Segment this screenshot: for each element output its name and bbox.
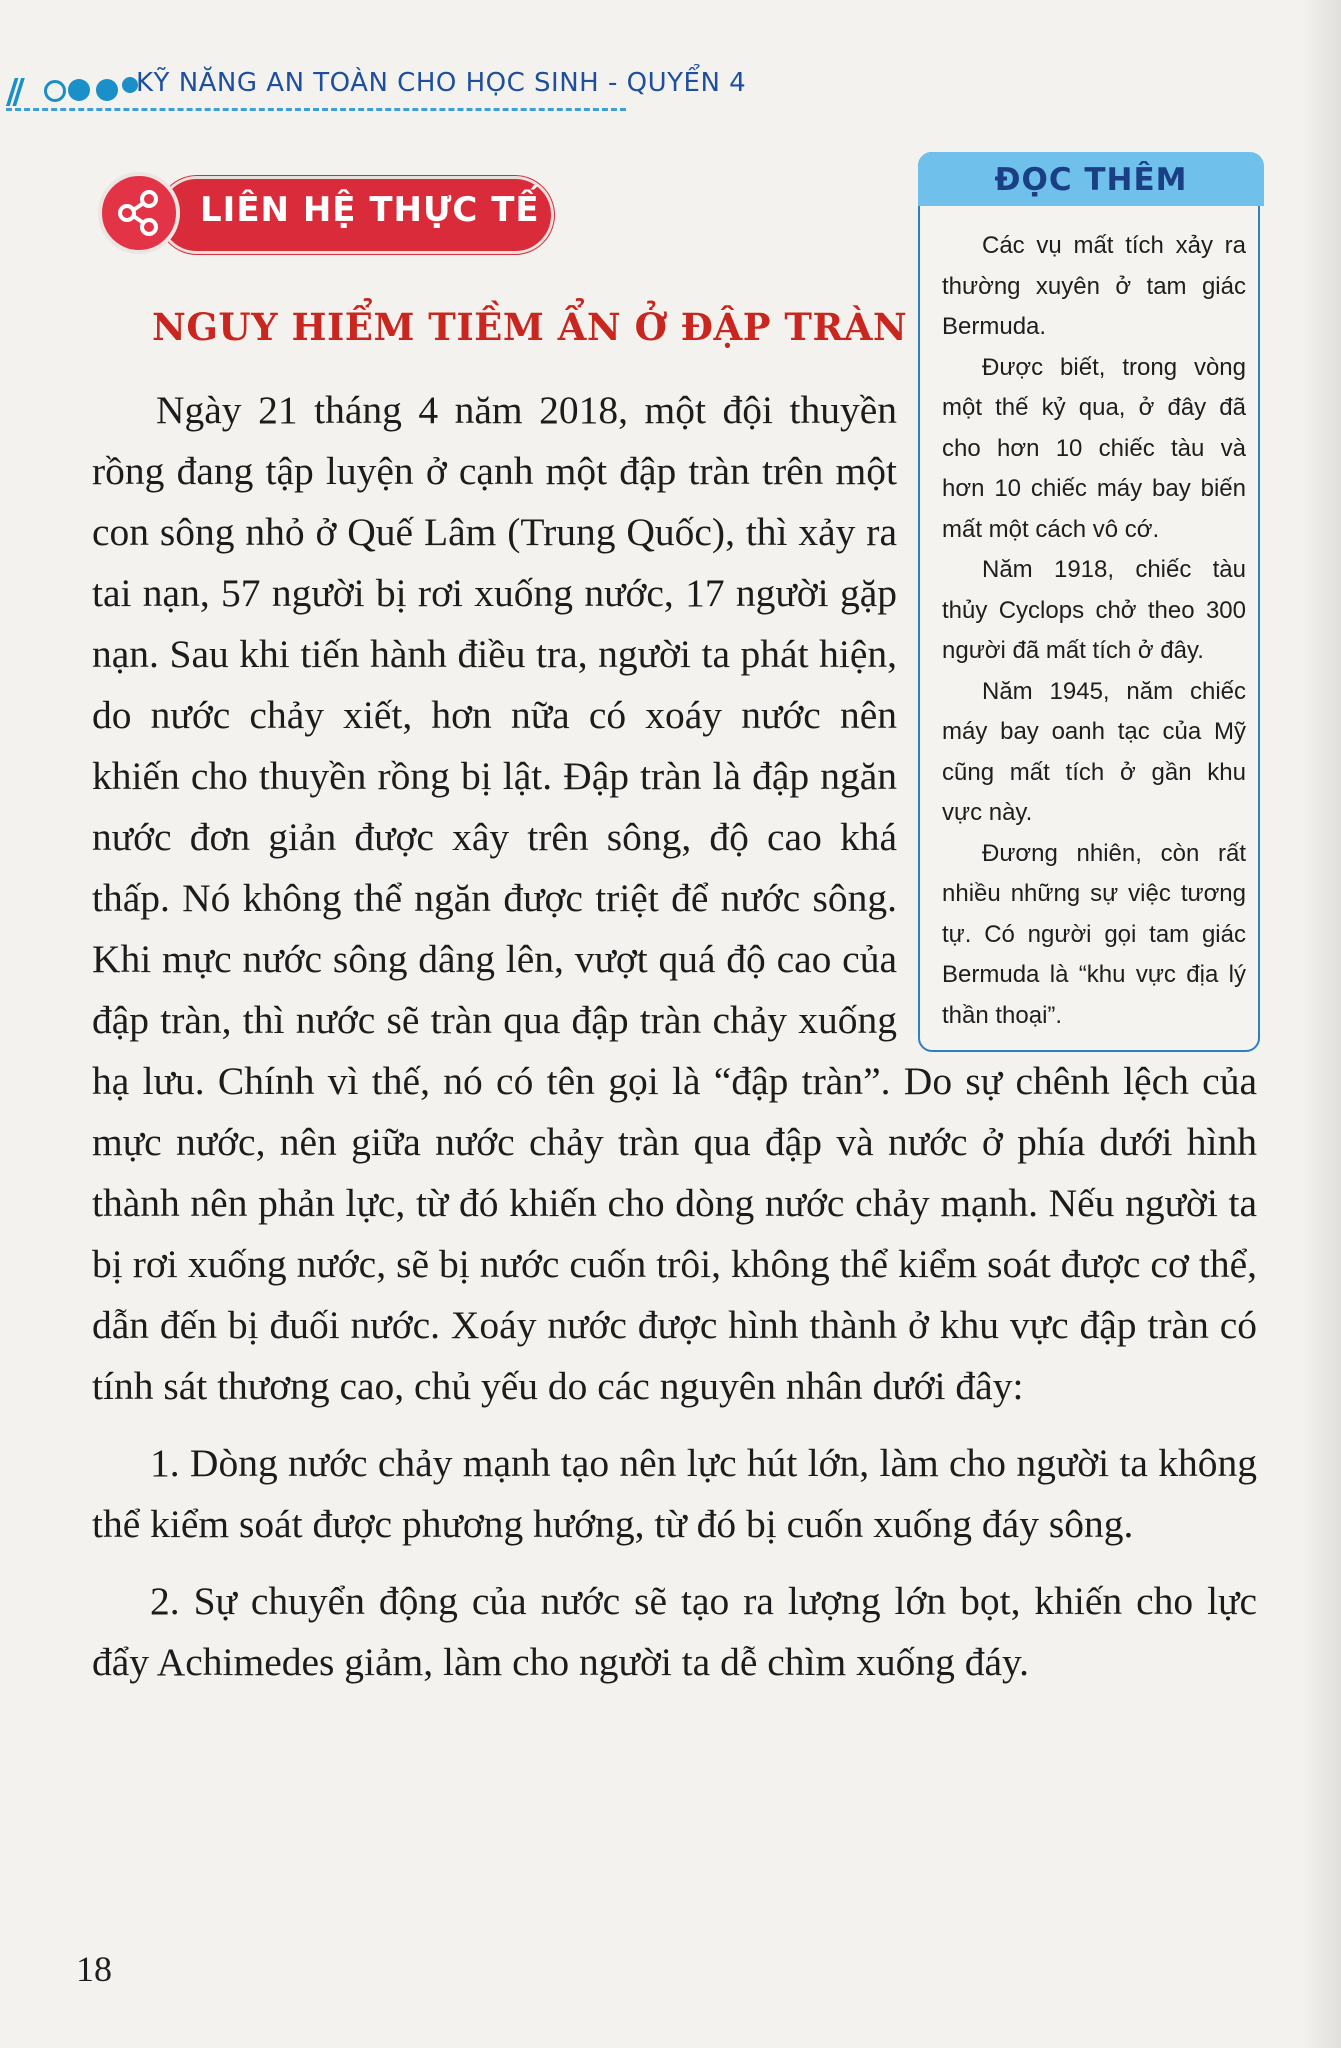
header-dot-decoration — [68, 79, 90, 101]
page-edge-shadow — [1301, 0, 1341, 2048]
read-more-paragraph: Đương nhiên, còn rất nhiều những sự việc tương tự. Có người gọi tam giác Bermuda là “khu vực địa lý thần thoại”. — [942, 839, 1246, 1029]
article-body — [92, 380, 1257, 1693]
section-badge-label: LIÊN HỆ THỰC TẾ — [200, 190, 540, 230]
header-dot-decoration — [44, 80, 66, 102]
article-title: NGUY HIỂM TIỀM ẨN Ở ĐẬP TRÀN — [152, 305, 908, 349]
share-icon — [116, 190, 162, 236]
sidebar-wrap-spacer — [897, 380, 1257, 1046]
running-header — [0, 60, 747, 120]
header-dashed-rule — [6, 108, 626, 111]
read-more-paragraph: Năm 1945, năm chiếc máy bay oanh tạc của Mỹ cũng mất tích ở gần khu vực này. — [942, 677, 1246, 826]
read-more-header — [918, 152, 1264, 206]
header-slash-decoration: // — [6, 72, 19, 112]
section-badge — [98, 172, 552, 256]
header-dot-decoration — [96, 79, 118, 101]
read-more-paragraph: Các vụ mất tích xảy ra thường xuyên ở tam giác Bermuda. — [942, 232, 1246, 340]
page-number: 18 — [76, 1949, 112, 1989]
article-paragraph: Ngày 21 tháng 4 năm 2018, một đội thuyền rồng đang tập luyện ở cạnh một đập tràn trên một con sông nhỏ ở Quế Lâm (Trung Quốc), thì xảy ra tai nạn, 57 người bị rơi xuống nước, 17 người gặp nạn. Sau khi tiến hành điều tra, người ta phát hiện, do nước chảy xiết, hơn nữa có xoáy nước nên khiến cho thuyền rồng bị lật. Đập tràn là đập ngăn nước đơn giản được xây trên sông, độ cao khá thấp. Nó không thể ngăn được triệt để nước sông. Khi mực nước sông dâng lên, vượt quá độ cao của đập tràn, thì nước sẽ tràn qua đập tràn chảy xuống hạ lưu. Chính vì thế, nó có tên gọi là “đập tràn”. Do sự chênh lệch của mực nước, nên giữa nước chảy tràn qua đập và nước ở phía dưới hình thành nên phản lực, từ đó khiến cho dòng nước chảy mạnh. Nếu người ta bị rơi xuống nước, sẽ bị nước cuốn trôi, không thể kiểm soát được cơ thể, dẫn đến bị đuối nước. Xoáy nước được hình thành ở khu vực đập tràn có tính sát thương cao, chủ yếu do các nguyên nhân dưới đây: — [92, 388, 1257, 1408]
read-more-paragraph: Được biết, trong vòng một thế kỷ qua, ở đây đã cho hơn 10 chiếc tàu và hơn 10 chiếc máy bay biến mất một cách vô cớ. — [942, 353, 1246, 543]
read-more-paragraph: Năm 1918, chiếc tàu thủy Cyclops chở theo 300 người đã mất tích ở đây. — [942, 556, 1246, 664]
read-more-title: ĐỌC THÊM — [994, 162, 1188, 198]
list-item: 2. Sự chuyển động của nước sẽ tạo ra lượng lớn bọt, khiến cho lực đẩy Achimedes giảm, làm cho người ta dễ chìm xuống đáy. — [92, 1579, 1257, 1684]
section-badge-circle — [98, 172, 180, 254]
list-item: 1. Dòng nước chảy mạnh tạo nên lực hút lớn, làm cho người ta không thể kiểm soát được phương hướng, từ đó bị cuốn xuống đáy sông. — [92, 1441, 1257, 1546]
book-title: KỸ NĂNG AN TOÀN CHO HỌC SINH - QUYỂN 4 — [136, 68, 747, 98]
